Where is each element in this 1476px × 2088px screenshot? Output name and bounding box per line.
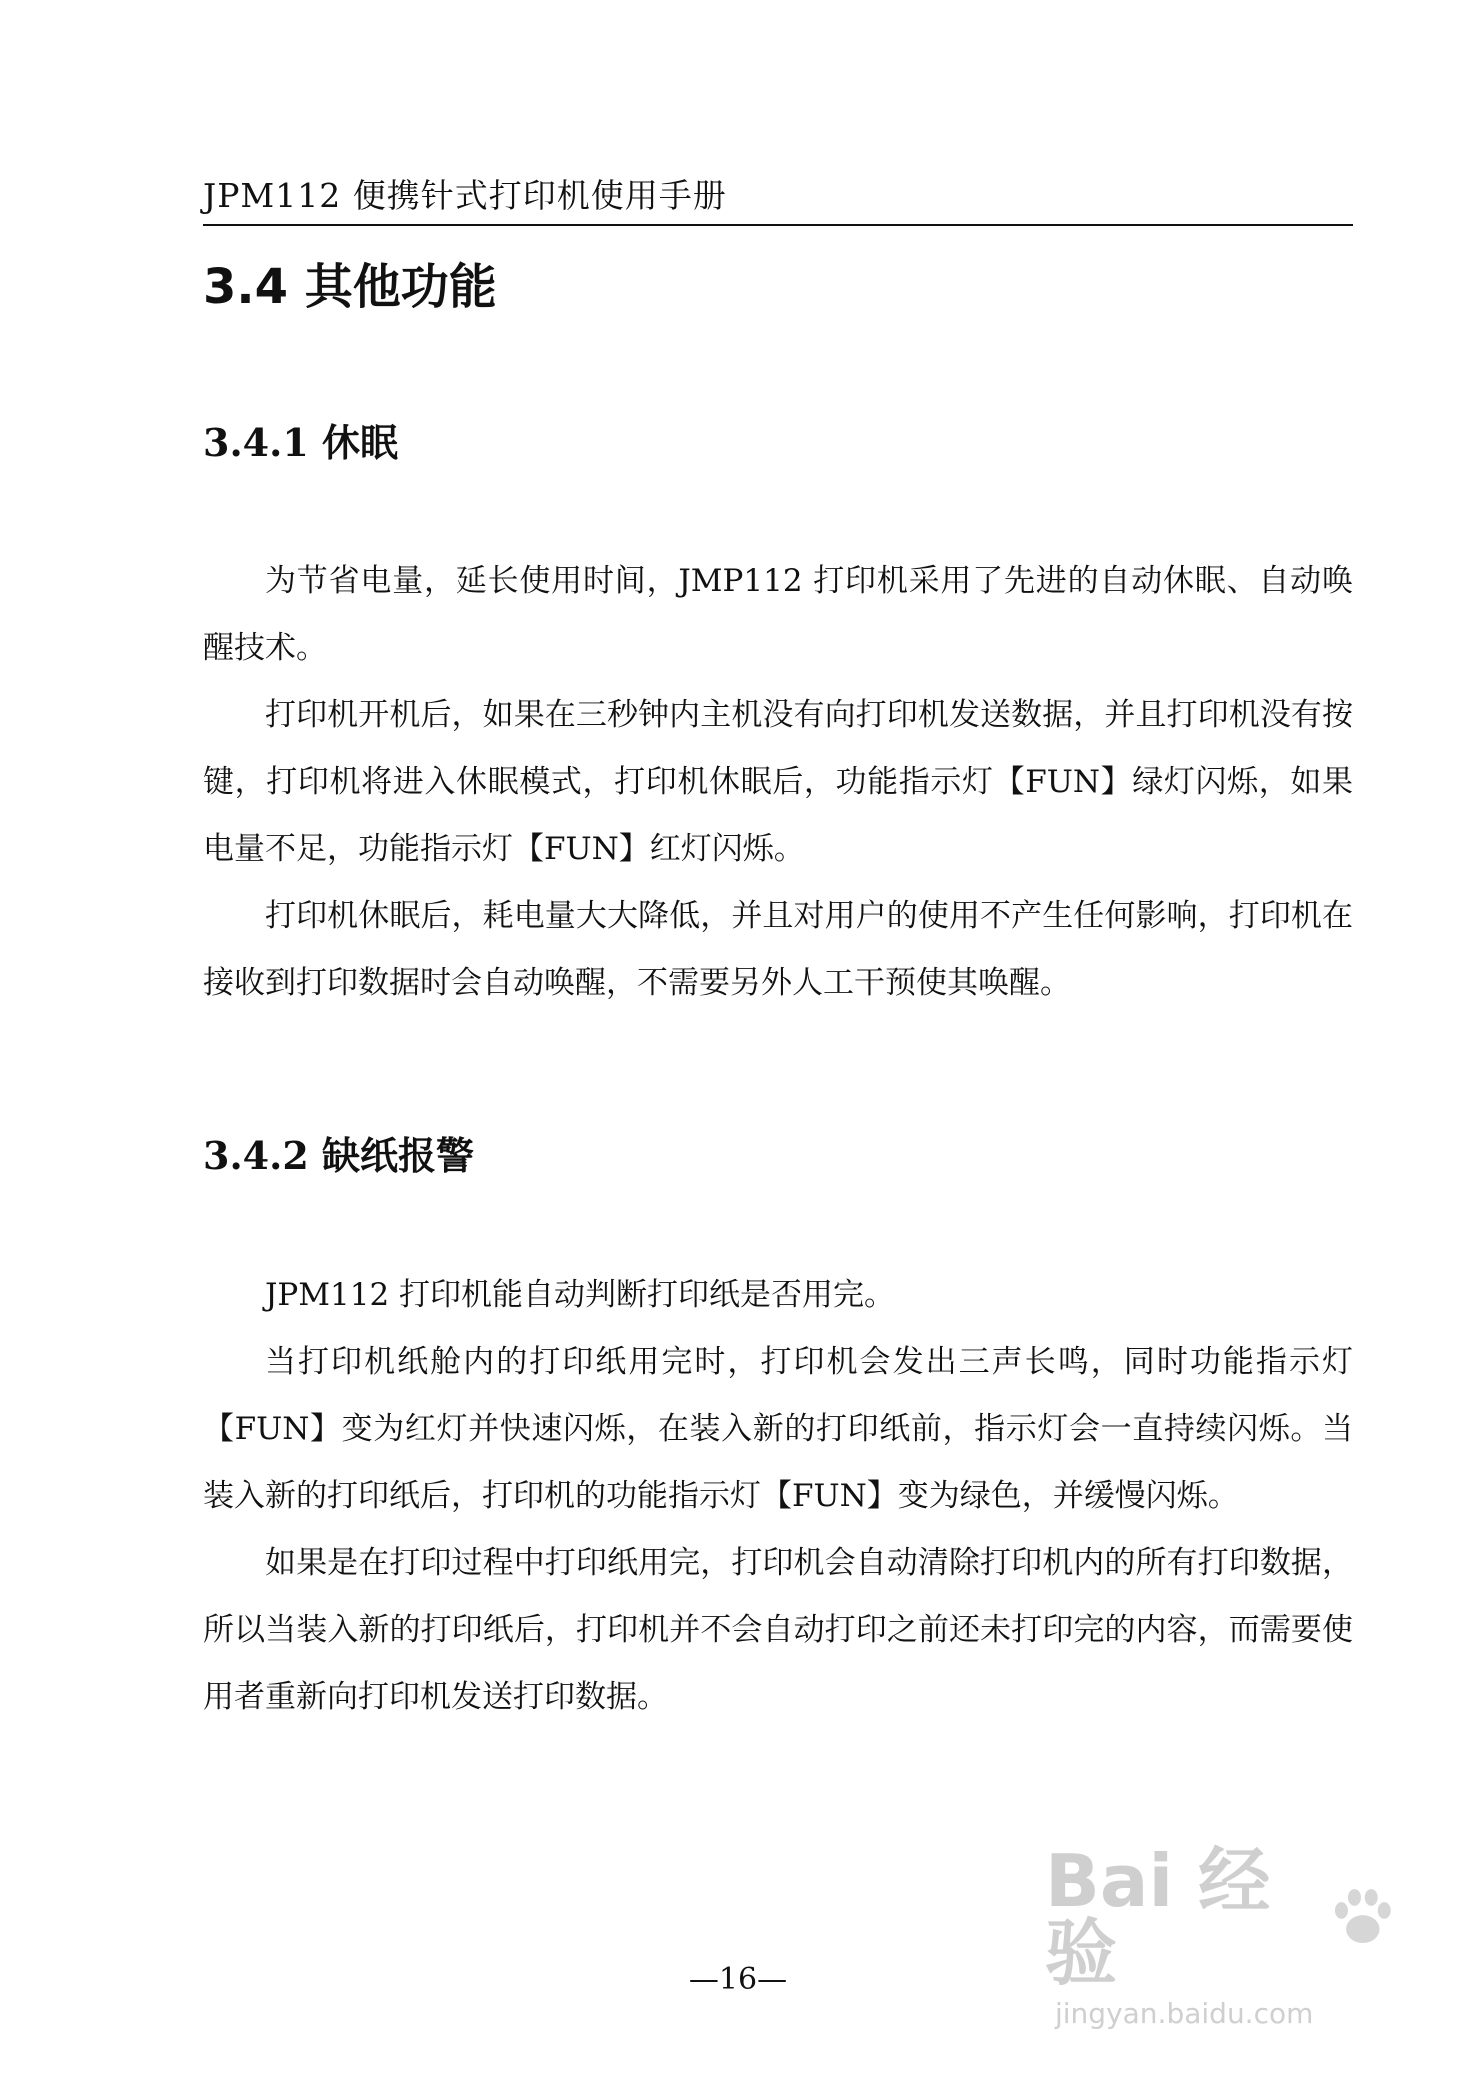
section-title: 3.4 其他功能 — [203, 259, 497, 315]
paragraph: 为节省电量，延长使用时间，JMP112 打印机采用了先进的自动休眠、自动唤醒技术。 — [203, 563, 1353, 666]
paper-out-body — [203, 1262, 1353, 1731]
subsection-title-sleep: 3.4.1 休眠 — [203, 420, 399, 465]
paw-icon — [1321, 1882, 1405, 1952]
page-number: —16— — [688, 1962, 788, 1997]
paragraph: 打印机休眠后，耗电量大大降低，并且对用户的使用不产生任何影响，打印机在接收到打印数据时会自动唤醒，不需要另外人工干预使其唤醒。 — [203, 898, 1353, 1001]
paragraph: 如果是在打印过程中打印纸用完，打印机会自动清除打印机内的所有打印数据，所以当装入新的打印纸后，打印机并不会自动打印之前还未打印完的内容，而需要使用者重新向打印机发送打印数据。 — [203, 1545, 1353, 1715]
sleep-body — [203, 548, 1353, 1017]
watermark-logo — [1045, 1839, 1405, 1995]
watermark-logo-text: Bai 经验 — [1045, 1839, 1271, 1995]
paragraph: 当打印机纸舱内的打印纸用完时，打印机会发出三声长鸣，同时功能指示灯【FUN】变为红灯并快速闪烁，在装入新的打印纸前，指示灯会一直持续闪烁。当装入新的打印纸后，打印机的功能指示灯【FUN】变为绿色，并缓慢闪烁。 — [203, 1344, 1353, 1514]
running-header: JPM112 便携针式打印机使用手册 — [203, 176, 727, 215]
header-rule — [203, 224, 1353, 226]
paragraph: 打印机开机后，如果在三秒钟内主机没有向打印机发送数据，并且打印机没有按键，打印机将进入休眠模式，打印机休眠后，功能指示灯【FUN】绿灯闪烁，如果电量不足，功能指示灯【FUN】红灯闪烁。 — [203, 697, 1353, 867]
paragraph: JPM112 打印机能自动判断打印纸是否用完。 — [265, 1277, 896, 1313]
subsection-title-paper-out: 3.4.2 缺纸报警 — [203, 1133, 475, 1178]
watermark-url: jingyan.baidu.com — [1055, 1997, 1314, 2030]
baidu-watermark — [1045, 1839, 1405, 2030]
